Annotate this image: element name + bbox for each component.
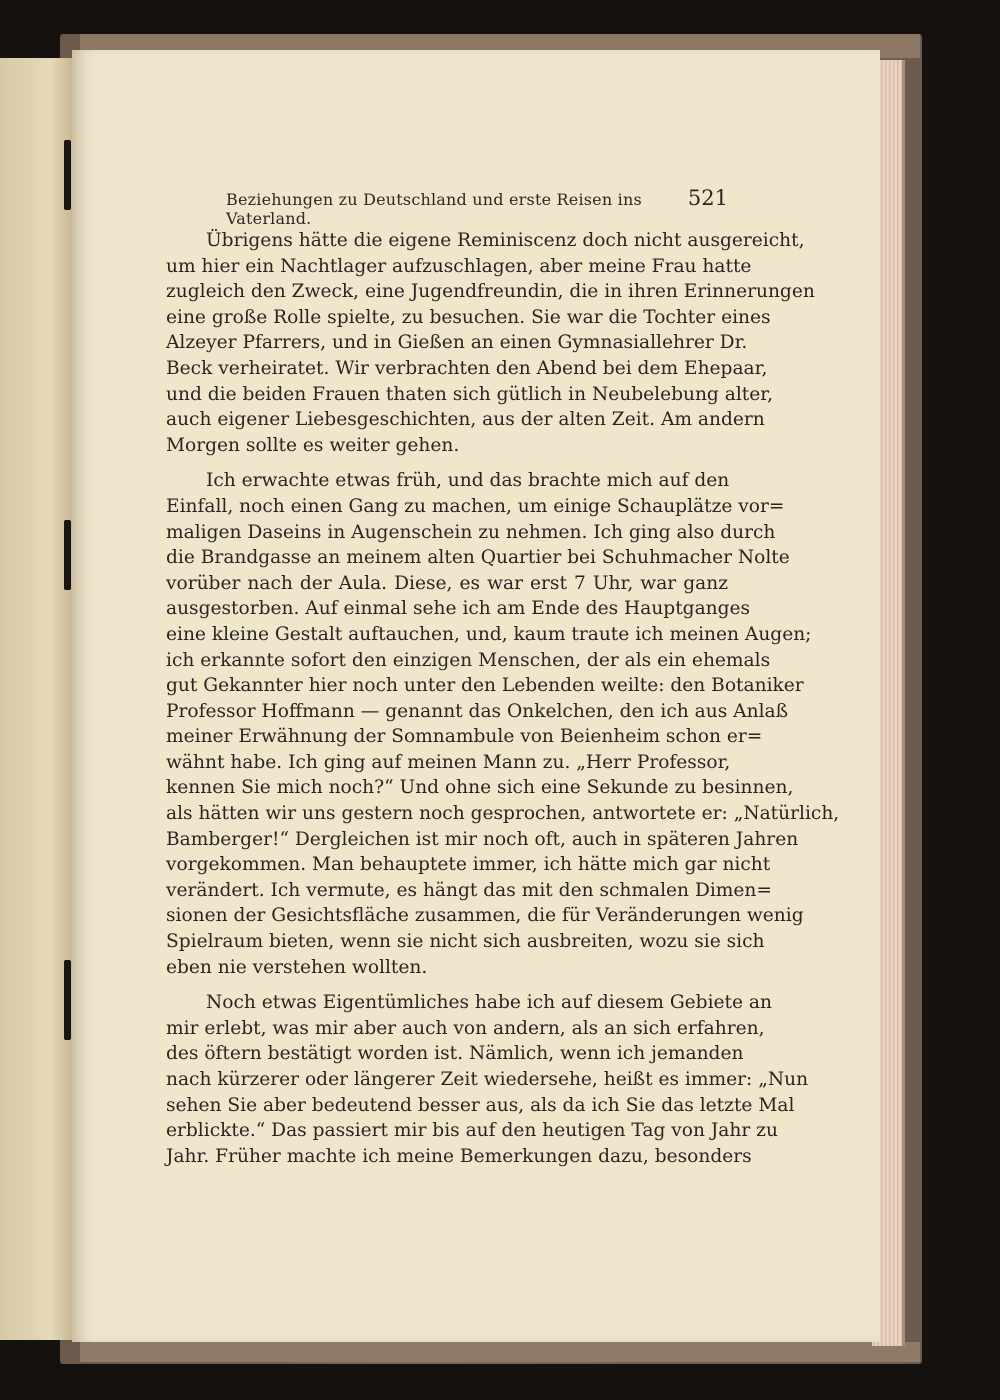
text-line: Morgen sollte es weiter gehen.: [166, 434, 460, 456]
text-line: als hätten wir uns gestern noch gesprochen, antwortete er: „Natürlich,: [166, 803, 840, 825]
text-line: nach kürzerer oder längerer Zeit wiedersehe, heißt es immer: „Nun: [166, 1069, 809, 1090]
text-line: sehen Sie aber bedeutend besser aus, als da ich Sie das letzte Mal: [166, 1094, 795, 1116]
text-line: und die beiden Frauen thaten sich gütlich in Neubelebung alter,: [166, 383, 774, 405]
text-line: gut Gekannter hier noch unter den Lebenden weilte: den Botaniker: [166, 675, 804, 697]
paragraph: [166, 228, 815, 458]
page-header: [226, 186, 728, 228]
text-line: Beck verheiratet. Wir verbrachten den Abend bei dem Ehepaar,: [166, 357, 768, 379]
page-number: 521: [687, 186, 728, 210]
paragraph: [166, 468, 840, 980]
text-line: Alzeyer Pfarrers, und in Gießen an einen Gymnasiallehrer Dr.: [166, 332, 748, 354]
text-line: Einfall, noch einen Gang zu machen, um einige Schauplätze vor=: [166, 495, 785, 517]
text-line: kennen Sie mich noch?“ Und ohne sich eine Sekunde zu besinnen,: [166, 777, 794, 799]
running-head: Beziehungen zu Deutschland und erste Reisen ins Vaterland.: [226, 190, 642, 228]
text-line: Spielraum bieten, wenn sie nicht sich ausbreiten, wozu sie sich: [166, 931, 765, 953]
text-line: eine kleine Gestalt auftauchen, und, kaum traute ich meinen Augen;: [166, 623, 812, 645]
text-line: die Brandgasse an meinem alten Quartier bei Schuhmacher Nolte: [166, 547, 790, 569]
left-page-edge: [0, 58, 72, 1340]
text-line: eben nie verstehen wollten.: [166, 956, 428, 978]
text-line: Ich erwachte etwas früh, und das brachte mich auf den: [206, 470, 730, 492]
text-line: Jahr. Früher machte ich meine Bemerkungen dazu, besonders: [166, 1145, 752, 1167]
body-text: [166, 228, 840, 1169]
text-line: ich erkannte sofort den einzigen Menschen, der als ein ehemals: [166, 649, 771, 671]
text-line: erblickte.“ Das passiert mir bis auf den heutigen Tag von Jahr zu: [166, 1120, 778, 1142]
text-line: zugleich den Zweck, eine Jugendfreundin, die in ihren Erinnerungen: [166, 281, 815, 303]
paragraph: [166, 990, 809, 1169]
text-line: Noch etwas Eigentümliches habe ich auf diesem Gebiete an: [206, 992, 772, 1014]
text-line: verändert. Ich vermute, es hängt das mit den schmalen Dimen=: [166, 879, 772, 901]
text-line: meiner Erwähnung der Somnambule von Beienheim schon er=: [166, 726, 763, 748]
binding-stitch: [64, 520, 71, 590]
text-line: ausgestorben. Auf einmal sehe ich am Ende des Hauptganges: [166, 598, 751, 620]
cover-bottom-strip: [80, 1342, 920, 1362]
text-line: Übrigens hätte die eigene Reminiscenz doch nicht ausgereicht,: [206, 230, 805, 251]
text-line: vorüber nach der Aula. Diese, es war erst 7 Uhr, war ganz: [166, 572, 728, 594]
text-line: des öftern bestätigt worden ist. Nämlich, wenn ich jemanden: [166, 1043, 744, 1065]
text-line: mir erlebt, was mir aber auch von andern, als an sich erfahren,: [166, 1017, 765, 1039]
text-line: eine große Rolle spielte, zu besuchen. Sie war die Tochter eines: [166, 306, 771, 328]
text-line: Bamberger!“ Dergleichen ist mir noch oft, auch in späteren Jahren: [166, 828, 799, 850]
text-line: auch eigener Liebesgeschichten, aus der alten Zeit. Am andern: [166, 409, 765, 431]
binding-stitch: [64, 140, 71, 210]
text-line: sionen der Gesichtsfläche zusammen, die für Veränderungen wenig: [166, 905, 804, 927]
binding-stitch: [64, 960, 71, 1040]
text-line: um hier ein Nachtlager aufzuschlagen, aber meine Frau hatte: [166, 255, 752, 277]
text-line: maligen Daseins in Augenschein zu nehmen. Ich ging also durch: [166, 521, 776, 543]
text-line: Professor Hoffmann — genannt das Onkelchen, den ich aus Anlaß: [166, 700, 789, 722]
text-line: wähnt habe. Ich ging auf meinen Mann zu. „Herr Professor,: [166, 751, 731, 773]
text-line: vorgekommen. Man behauptete immer, ich hätte mich gar nicht: [166, 854, 771, 876]
